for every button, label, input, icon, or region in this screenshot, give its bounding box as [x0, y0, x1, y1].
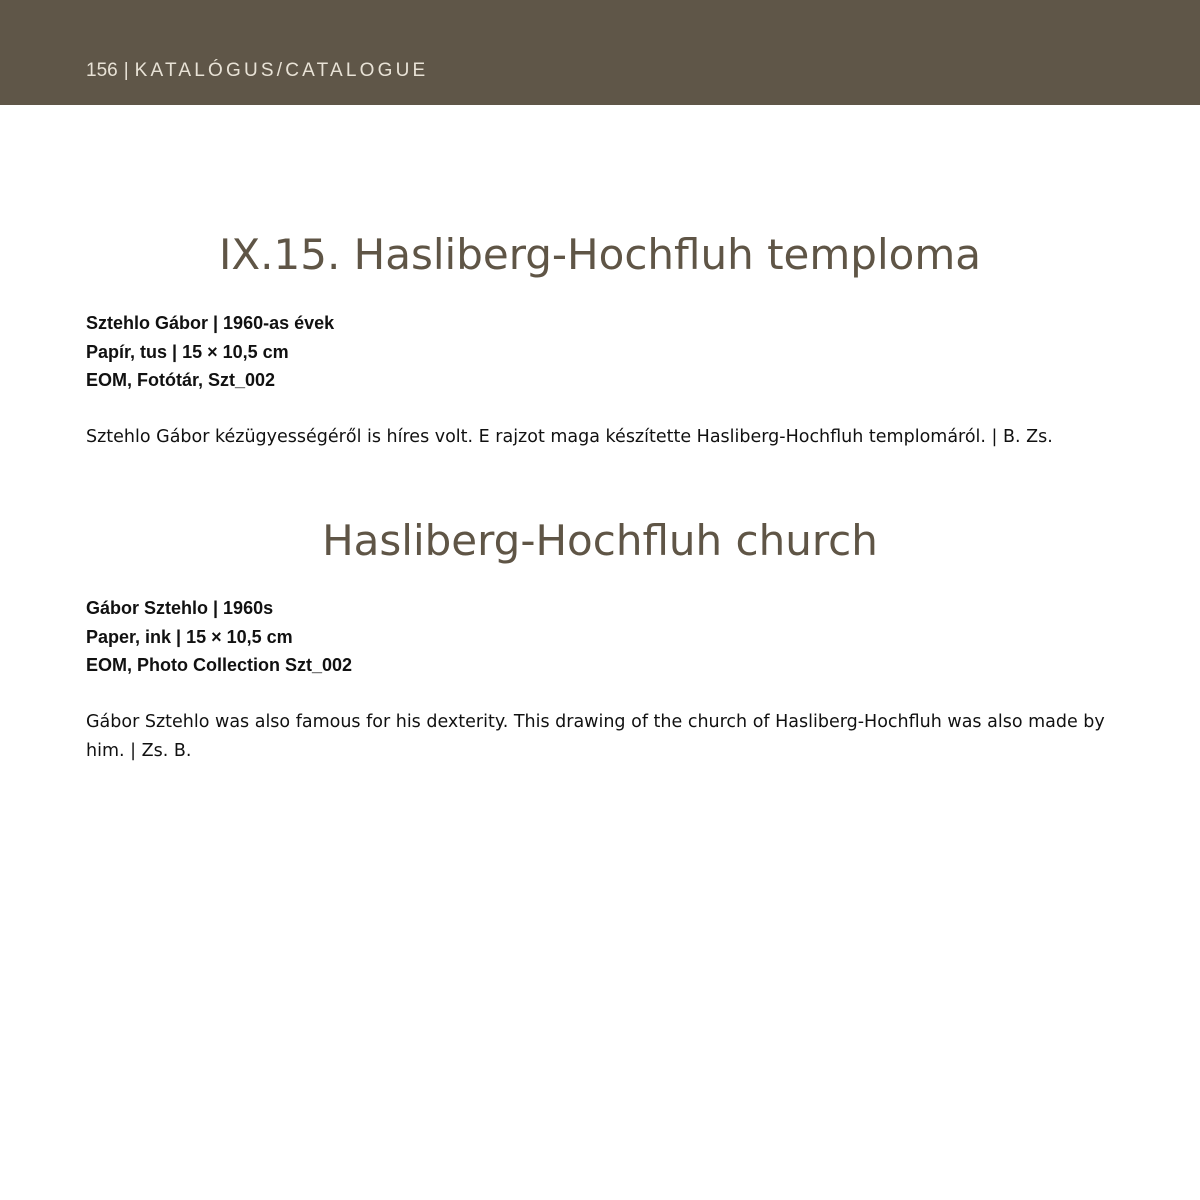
header-separator: |: [123, 60, 129, 81]
en-title: Hasliberg-Hochfluh church: [322, 516, 878, 565]
page-header: [0, 0, 1200, 105]
en-meta-source: EOM, Photo Collection Szt_002: [86, 655, 353, 675]
hu-meta-medium: Papír, tus | 15 × 10,5 cm: [86, 341, 289, 362]
hu-meta: [86, 309, 334, 395]
hu-meta-source: EOM, Fotótár, Szt_002: [86, 370, 276, 390]
hu-meta-author: Sztehlo Gábor | 1960-as évek: [86, 313, 335, 333]
section-title: KATALÓGUS/CATALOGUE: [134, 60, 429, 81]
running-head: [86, 60, 428, 82]
page-number: 156: [86, 60, 118, 81]
en-meta-medium: Paper, ink | 15 × 10,5 cm: [86, 626, 293, 647]
en-meta-author: Gábor Sztehlo | 1960s: [86, 598, 274, 618]
hu-title: IX.15. Hasliberg-Hochfluh temploma: [219, 230, 981, 279]
en-description: Gábor Sztehlo was also famous for his dexterity. This drawing of the church of Hasliberg-Hochfluh was also made by him. | Zs. B.: [86, 712, 1105, 761]
hu-description: Sztehlo Gábor kézügyességéről is híres volt. E rajzot maga készítette Hasliberg-Hochfluh templomáról. | B. Zs.: [86, 427, 1053, 447]
en-meta: [86, 594, 352, 680]
